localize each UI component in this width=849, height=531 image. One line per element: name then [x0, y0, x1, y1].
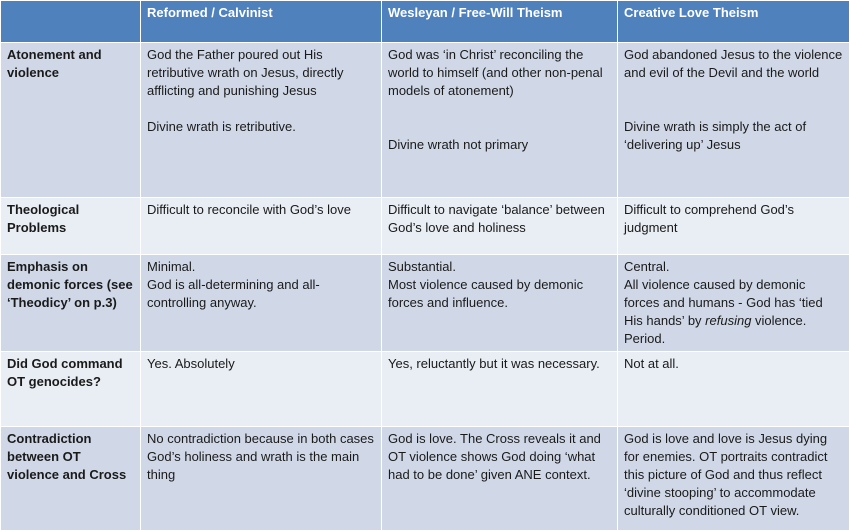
row-label: Did God command OT genocides? [1, 352, 141, 427]
cell-reformed: No contradiction because in both cases God’s holiness and wrath is the main thing [141, 427, 382, 531]
table-row-problems [1, 198, 849, 255]
cell-reformed: Yes. Absolutely [141, 352, 382, 427]
table-row-demonic [1, 255, 849, 352]
cell-reformed: God the Father poured out His retributive wrath on Jesus, directly afflicting and punishing Jesus Divine wrath is retributive. [141, 43, 382, 198]
row-label: Atonement and violence [1, 43, 141, 198]
header-row [1, 1, 849, 43]
cell-creative: Not at all. [618, 352, 849, 427]
header-corner [1, 1, 141, 43]
cell-creative [618, 255, 849, 352]
cell-wesleyan: Difficult to navigate ‘balance’ between God’s love and holiness [382, 198, 618, 255]
cell-creative: God is love and love is Jesus dying for enemies. OT portraits contradict this picture of God and thus reflect ‘divine stooping’ to accommodate culturally conditioned OT view. [618, 427, 849, 531]
cell-wesleyan: Yes, reluctantly but it was necessary. [382, 352, 618, 427]
cell-creative: God abandoned Jesus to the violence and evil of the Devil and the world Divine wrath is simply the act of ‘delivering up’ Jesus [618, 43, 849, 198]
cell-creative-text-after: violence. Period. [624, 313, 806, 346]
row-label: Emphasis on demonic forces (see ‘Theodicy’ on p.3) [1, 255, 141, 352]
cell-wesleyan: God was ‘in Christ’ reconciling the world to himself (and other non-penal models of atonement) Divine wrath not primary [382, 43, 618, 198]
cell-reformed: Difficult to reconcile with God’s love [141, 198, 382, 255]
table-row-contradiction [1, 427, 849, 531]
table-row-genocides [1, 352, 849, 427]
cell-reformed: Minimal. God is all-determining and all-controlling anyway. [141, 255, 382, 352]
header-creative: Creative Love Theism [618, 1, 849, 43]
cell-creative: Difficult to comprehend God’s judgment [618, 198, 849, 255]
cell-wesleyan: Substantial. Most violence caused by demonic forces and influence. [382, 255, 618, 352]
header-wesleyan: Wesleyan / Free-Will Theism [382, 1, 618, 43]
cell-wesleyan: God is love. The Cross reveals it and OT violence shows God doing ‘what had to be done’ given ANE context. [382, 427, 618, 531]
row-label: Contradiction between OT violence and Cross [1, 427, 141, 531]
cell-creative-text-before: Central. All violence caused by demonic forces and humans - God has ‘tied His hands’ by [624, 259, 823, 328]
table-row-atonement [1, 43, 849, 198]
cell-creative-emphasis: refusing [705, 313, 751, 328]
header-reformed: Reformed / Calvinist [141, 1, 382, 43]
row-label: Theological Problems [1, 198, 141, 255]
